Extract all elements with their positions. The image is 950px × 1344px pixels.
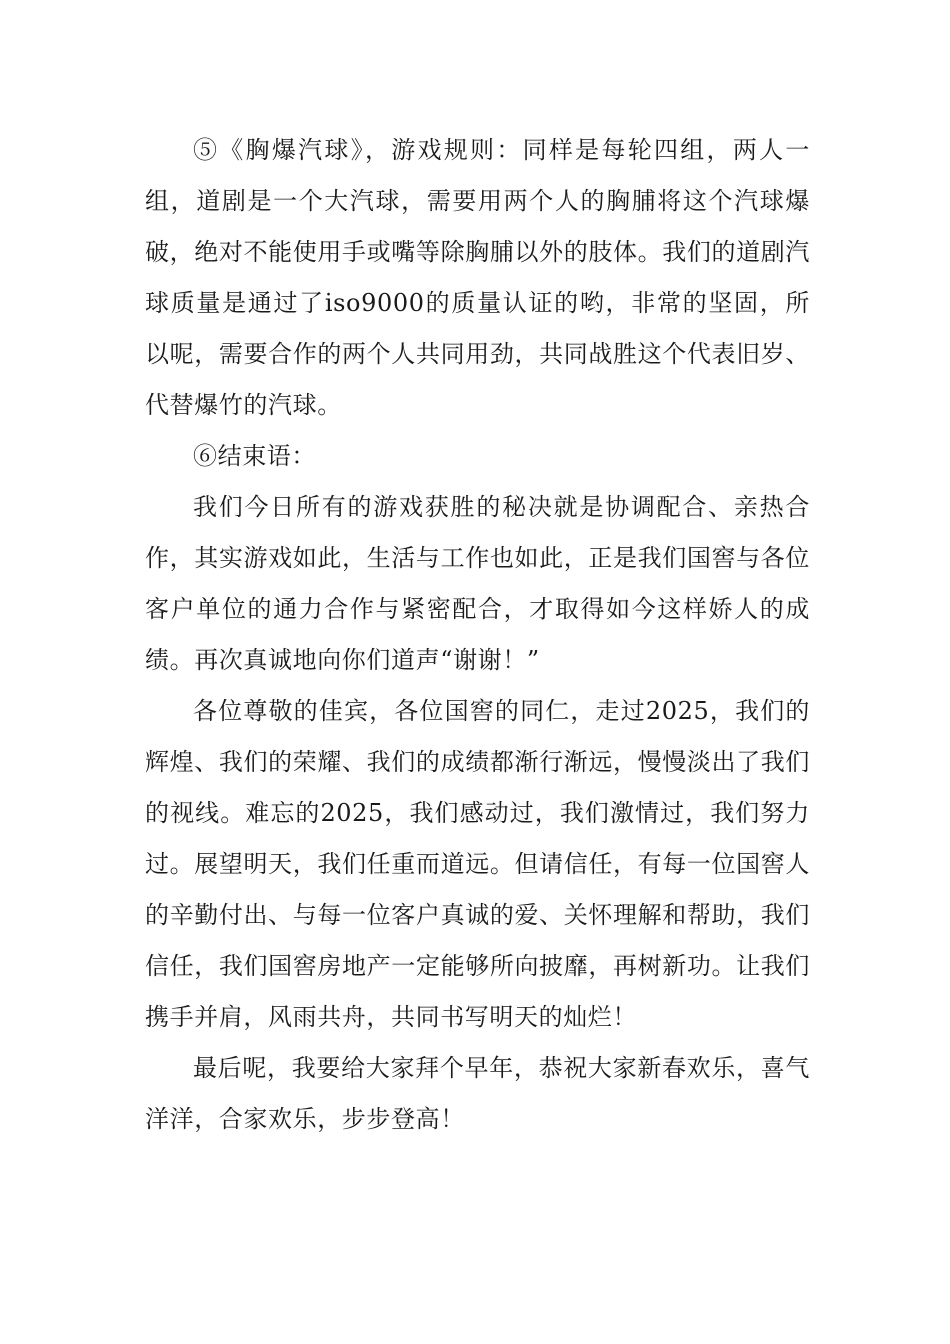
paragraph-new-year-wishes: 最后呢，我要给大家拜个早年，恭祝大家新春欢乐，喜气洋洋，合家欢乐，步步登高！ [145,1054,810,1133]
document-body [145,125,810,1145]
paragraph-closing-review: 各位尊敬的佳宾，各位国窖的同仁，走过2025，我们的辉煌、我们的荣耀、我们的成绩都渐行渐远，慢慢淡出了我们的视线。难忘的2025，我们感动过，我们激情过，我们努力过。展望明天，我们任重而道远。但请信任，有每一位国窖人的辛勤付出、与每一位客户真诚的爱、关怀理解和帮助，我们信任，我们国窖房地产一定能够所向披靡，再树新功。让我们携手并肩，风雨共舟，共同书写明天的灿烂！ [145,697,810,1031]
paragraph-closing-thanks: 我们今日所有的游戏获胜的秘决就是协调配合、亲热合作，其实游戏如此，生活与工作也如此，正是我们国窖与各位客户单位的通力合作与紧密配合，才取得如今这样娇人的成绩。再次真诚地向你们道声“谢谢！” [145,493,810,674]
paragraph-game-five: ⑤《胸爆汽球》，游戏规则：同样是每轮四组，两人一组，道剧是一个大汽球，需要用两个人的胸脯将这个汽球爆破，绝对不能使用手或嘴等除胸脯以外的肢体。我们的道剧汽球质量是通过了iso9000的质量认证的哟，非常的坚固，所以呢，需要合作的两个人共同用劲，共同战胜这个代表旧岁、代替爆竹的汽球。 [145,136,810,419]
paragraph-closing-heading: ⑥结束语： [193,442,316,470]
